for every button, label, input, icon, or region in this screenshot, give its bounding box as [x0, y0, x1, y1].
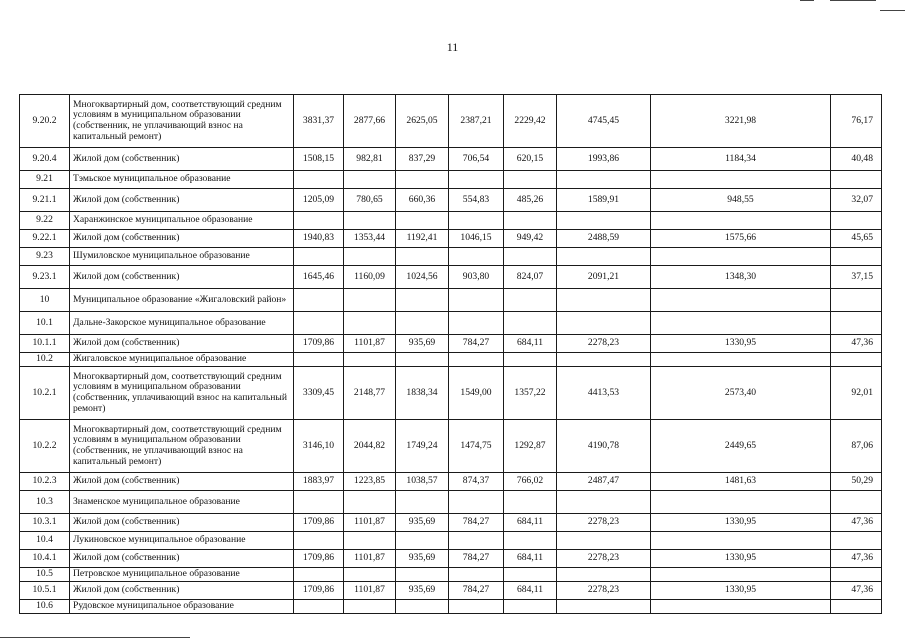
value-cell-1: 1940,83: [294, 230, 344, 248]
value-cell-8: [831, 568, 882, 582]
value-cell-8: [831, 312, 882, 335]
value-cell-6: [557, 289, 651, 312]
row-name: Многоквартирный дом, соответствующий средним условиям в муниципальном образовании (собственник, не уплачивающий взнос на капитальный ремонт): [70, 420, 294, 473]
value-cell-3: 1024,56: [396, 266, 449, 289]
row-name: Многоквартирный дом, соответствующий средним условиям в муниципальном образовании (собственник, уплачивающий взнос на капитальный ремонт): [70, 367, 294, 420]
value-cell-3: [396, 353, 449, 367]
value-cell-7: 1481,63: [651, 473, 831, 491]
value-cell-8: 37,15: [831, 266, 882, 289]
value-cell-4: 784,27: [449, 582, 504, 600]
value-cell-1: [294, 171, 344, 189]
table-row: [20, 568, 882, 582]
value-cell-6: 4413,53: [557, 367, 651, 420]
value-cell-5: 684,11: [504, 514, 557, 532]
value-cell-6: [557, 491, 651, 514]
value-cell-1: [294, 289, 344, 312]
value-cell-7: 1184,34: [651, 148, 831, 171]
value-cell-6: [557, 171, 651, 189]
value-cell-4: 1549,00: [449, 367, 504, 420]
value-cell-4: [449, 532, 504, 550]
value-cell-4: 1046,15: [449, 230, 504, 248]
value-cell-5: 949,42: [504, 230, 557, 248]
table-row: [20, 514, 882, 532]
value-cell-6: 4190,78: [557, 420, 651, 473]
row-code: 9.23: [20, 248, 70, 266]
table-row: [20, 532, 882, 550]
value-cell-2: [344, 212, 396, 230]
value-cell-5: [504, 312, 557, 335]
row-code: 10.2.3: [20, 473, 70, 491]
value-cell-5: [504, 212, 557, 230]
value-cell-2: 780,65: [344, 189, 396, 212]
value-cell-5: 2229,42: [504, 95, 557, 148]
table-row: [20, 289, 882, 312]
value-cell-1: 3309,45: [294, 367, 344, 420]
value-cell-3: 1192,41: [396, 230, 449, 248]
value-cell-2: [344, 312, 396, 335]
row-code: 10.4.1: [20, 550, 70, 568]
row-code: 10.4: [20, 532, 70, 550]
value-cell-8: [831, 353, 882, 367]
value-cell-5: [504, 600, 557, 614]
value-cell-6: [557, 312, 651, 335]
value-cell-8: [831, 491, 882, 514]
row-code: 10.1: [20, 312, 70, 335]
value-cell-1: 3146,10: [294, 420, 344, 473]
scan-mark-bottom-left: [0, 637, 190, 638]
value-cell-1: 1508,15: [294, 148, 344, 171]
value-cell-1: [294, 491, 344, 514]
row-name: Жилой дом (собственник): [70, 514, 294, 532]
value-cell-6: 2487,47: [557, 473, 651, 491]
value-cell-7: [651, 532, 831, 550]
value-cell-8: 87,06: [831, 420, 882, 473]
value-cell-3: 935,69: [396, 335, 449, 353]
value-cell-8: [831, 532, 882, 550]
value-cell-1: [294, 568, 344, 582]
value-cell-7: [651, 353, 831, 367]
row-code: 10.2.2: [20, 420, 70, 473]
row-code: 9.22: [20, 212, 70, 230]
value-cell-3: [396, 212, 449, 230]
value-cell-2: 1101,87: [344, 582, 396, 600]
value-cell-6: 2278,23: [557, 335, 651, 353]
value-cell-5: 485,26: [504, 189, 557, 212]
value-cell-2: [344, 353, 396, 367]
value-cell-3: [396, 568, 449, 582]
value-cell-2: 1101,87: [344, 514, 396, 532]
row-code: 10.2.1: [20, 367, 70, 420]
value-cell-8: [831, 289, 882, 312]
value-cell-8: 32,07: [831, 189, 882, 212]
row-name: Лукиновское муниципальное образование: [70, 532, 294, 550]
row-name: Харанжинское муниципальное образование: [70, 212, 294, 230]
value-cell-6: [557, 600, 651, 614]
table-row: [20, 335, 882, 353]
value-cell-4: [449, 600, 504, 614]
value-cell-1: [294, 353, 344, 367]
row-name: Жигаловское муниципальное образование: [70, 353, 294, 367]
table-row: [20, 230, 882, 248]
value-cell-6: 1589,91: [557, 189, 651, 212]
value-cell-1: 3831,37: [294, 95, 344, 148]
table-row: [20, 148, 882, 171]
value-cell-8: [831, 212, 882, 230]
table-row: [20, 550, 882, 568]
value-cell-6: 1993,86: [557, 148, 651, 171]
value-cell-4: [449, 312, 504, 335]
value-cell-4: [449, 353, 504, 367]
value-cell-3: 935,69: [396, 582, 449, 600]
value-cell-4: 1474,75: [449, 420, 504, 473]
table-row: [20, 353, 882, 367]
value-cell-4: 903,80: [449, 266, 504, 289]
row-code: 10.5.1: [20, 582, 70, 600]
value-cell-6: 2278,23: [557, 550, 651, 568]
value-cell-6: [557, 353, 651, 367]
value-cell-7: 2573,40: [651, 367, 831, 420]
row-code: 9.20.4: [20, 148, 70, 171]
page-number: 11: [446, 40, 459, 54]
value-cell-2: [344, 600, 396, 614]
value-cell-2: 1353,44: [344, 230, 396, 248]
value-cell-3: 935,69: [396, 550, 449, 568]
value-cell-4: [449, 491, 504, 514]
row-code: 10.5: [20, 568, 70, 582]
value-cell-6: [557, 212, 651, 230]
value-cell-5: 766,02: [504, 473, 557, 491]
row-name: Рудовское муниципальное образование: [70, 600, 294, 614]
value-cell-8: [831, 248, 882, 266]
value-cell-1: 1883,97: [294, 473, 344, 491]
value-cell-3: [396, 171, 449, 189]
value-cell-5: [504, 568, 557, 582]
value-cell-2: 982,81: [344, 148, 396, 171]
value-cell-3: 2625,05: [396, 95, 449, 148]
value-cell-7: 2449,65: [651, 420, 831, 473]
table-row: [20, 582, 882, 600]
value-cell-7: 1330,95: [651, 550, 831, 568]
value-cell-4: [449, 212, 504, 230]
value-cell-6: [557, 532, 651, 550]
value-cell-5: [504, 248, 557, 266]
value-cell-6: 4745,45: [557, 95, 651, 148]
value-cell-2: 2044,82: [344, 420, 396, 473]
scan-mark-top-right-2: [830, 0, 876, 1]
value-cell-5: 1357,22: [504, 367, 557, 420]
value-cell-8: [831, 171, 882, 189]
value-cell-3: [396, 289, 449, 312]
value-cell-1: [294, 532, 344, 550]
value-cell-7: [651, 212, 831, 230]
value-cell-1: 1709,86: [294, 582, 344, 600]
table-row: [20, 473, 882, 491]
table-row: [20, 248, 882, 266]
value-cell-3: [396, 600, 449, 614]
value-cell-2: 2877,66: [344, 95, 396, 148]
row-code: 9.21.1: [20, 189, 70, 212]
value-cell-4: 784,27: [449, 335, 504, 353]
value-cell-4: 2387,21: [449, 95, 504, 148]
row-code: 9.22.1: [20, 230, 70, 248]
value-cell-7: 1330,95: [651, 335, 831, 353]
value-cell-1: 1205,09: [294, 189, 344, 212]
value-cell-2: 1223,85: [344, 473, 396, 491]
table-body: [20, 95, 882, 614]
row-code: 9.20.2: [20, 95, 70, 148]
tariff-table: [19, 94, 882, 614]
value-cell-2: [344, 289, 396, 312]
value-cell-4: 784,27: [449, 550, 504, 568]
value-cell-7: [651, 600, 831, 614]
value-cell-2: 1101,87: [344, 335, 396, 353]
value-cell-6: 2091,21: [557, 266, 651, 289]
value-cell-8: 45,65: [831, 230, 882, 248]
value-cell-2: [344, 568, 396, 582]
row-code: 10.3: [20, 491, 70, 514]
value-cell-5: [504, 532, 557, 550]
row-name: Жилой дом (собственник): [70, 230, 294, 248]
value-cell-5: 1292,87: [504, 420, 557, 473]
row-name: Жилой дом (собственник): [70, 335, 294, 353]
table-row: [20, 171, 882, 189]
row-code: 10.2: [20, 353, 70, 367]
table-row: [20, 212, 882, 230]
value-cell-8: 76,17: [831, 95, 882, 148]
value-cell-7: 1348,30: [651, 266, 831, 289]
value-cell-1: 1709,86: [294, 550, 344, 568]
value-cell-1: [294, 248, 344, 266]
value-cell-2: [344, 171, 396, 189]
value-cell-3: 660,36: [396, 189, 449, 212]
row-name: Жилой дом (собственник): [70, 582, 294, 600]
value-cell-4: [449, 171, 504, 189]
row-name: Жилой дом (собственник): [70, 550, 294, 568]
row-name: Тэмьское муниципальное образование: [70, 171, 294, 189]
row-name: Дальне-Закорское муниципальное образование: [70, 312, 294, 335]
value-cell-6: [557, 568, 651, 582]
value-cell-5: 684,11: [504, 582, 557, 600]
value-cell-3: [396, 532, 449, 550]
row-code: 9.21: [20, 171, 70, 189]
value-cell-6: [557, 248, 651, 266]
row-name: Петровское муниципальное образование: [70, 568, 294, 582]
value-cell-7: [651, 289, 831, 312]
row-name: Жилой дом (собственник): [70, 148, 294, 171]
value-cell-7: 948,55: [651, 189, 831, 212]
value-cell-7: [651, 312, 831, 335]
table-row: [20, 600, 882, 614]
value-cell-2: [344, 532, 396, 550]
value-cell-8: 40,48: [831, 148, 882, 171]
value-cell-1: [294, 600, 344, 614]
value-cell-8: 47,36: [831, 514, 882, 532]
value-cell-5: 824,07: [504, 266, 557, 289]
value-cell-7: [651, 568, 831, 582]
value-cell-7: 3221,98: [651, 95, 831, 148]
value-cell-3: [396, 491, 449, 514]
table-row: [20, 367, 882, 420]
value-cell-7: 1330,95: [651, 582, 831, 600]
value-cell-5: [504, 171, 557, 189]
row-name: Муниципальное образование «Жигаловский район»: [70, 289, 294, 312]
value-cell-6: 2488,59: [557, 230, 651, 248]
value-cell-7: [651, 248, 831, 266]
value-cell-1: 1709,86: [294, 514, 344, 532]
value-cell-2: [344, 491, 396, 514]
table-row: [20, 312, 882, 335]
value-cell-5: [504, 491, 557, 514]
value-cell-4: 554,83: [449, 189, 504, 212]
table-row: [20, 95, 882, 148]
value-cell-5: [504, 353, 557, 367]
row-code: 10.1.1: [20, 335, 70, 353]
value-cell-7: [651, 171, 831, 189]
row-name: Шумиловское муниципальное образование: [70, 248, 294, 266]
scan-mark-top-right-3: [880, 10, 905, 11]
value-cell-6: 2278,23: [557, 514, 651, 532]
value-cell-3: [396, 248, 449, 266]
value-cell-5: 684,11: [504, 335, 557, 353]
row-name: Знаменское муниципальное образование: [70, 491, 294, 514]
value-cell-3: 1749,24: [396, 420, 449, 473]
value-cell-4: [449, 289, 504, 312]
row-code: 10.6: [20, 600, 70, 614]
row-name: Многоквартирный дом, соответствующий средним условиям в муниципальном образовании (собственник, не уплачивающий взнос на капитальный ремонт): [70, 95, 294, 148]
value-cell-3: [396, 312, 449, 335]
value-cell-2: 1160,09: [344, 266, 396, 289]
table-row: [20, 189, 882, 212]
value-cell-4: 784,27: [449, 514, 504, 532]
table-row: [20, 420, 882, 473]
value-cell-1: [294, 212, 344, 230]
value-cell-1: 1709,86: [294, 335, 344, 353]
row-code: 9.23.1: [20, 266, 70, 289]
row-name: Жилой дом (собственник): [70, 473, 294, 491]
value-cell-8: [831, 600, 882, 614]
value-cell-5: [504, 289, 557, 312]
value-cell-8: 50,29: [831, 473, 882, 491]
table-row: [20, 266, 882, 289]
value-cell-4: 706,54: [449, 148, 504, 171]
table-row: [20, 491, 882, 514]
value-cell-3: 935,69: [396, 514, 449, 532]
value-cell-4: [449, 568, 504, 582]
value-cell-4: 874,37: [449, 473, 504, 491]
value-cell-7: 1575,66: [651, 230, 831, 248]
value-cell-2: [344, 248, 396, 266]
value-cell-7: 1330,95: [651, 514, 831, 532]
value-cell-8: 47,36: [831, 550, 882, 568]
value-cell-5: 684,11: [504, 550, 557, 568]
row-name: Жилой дом (собственник): [70, 189, 294, 212]
value-cell-8: 47,36: [831, 335, 882, 353]
value-cell-8: 92,01: [831, 367, 882, 420]
value-cell-2: 1101,87: [344, 550, 396, 568]
value-cell-3: 837,29: [396, 148, 449, 171]
row-name: Жилой дом (собственник): [70, 266, 294, 289]
value-cell-2: 2148,77: [344, 367, 396, 420]
value-cell-3: 1038,57: [396, 473, 449, 491]
value-cell-3: 1838,34: [396, 367, 449, 420]
scan-mark-top-right-1: [800, 0, 814, 1]
value-cell-1: [294, 312, 344, 335]
value-cell-4: [449, 248, 504, 266]
value-cell-6: 2278,23: [557, 582, 651, 600]
row-code: 10: [20, 289, 70, 312]
value-cell-5: 620,15: [504, 148, 557, 171]
value-cell-1: 1645,46: [294, 266, 344, 289]
row-code: 10.3.1: [20, 514, 70, 532]
value-cell-7: [651, 491, 831, 514]
value-cell-8: 47,36: [831, 582, 882, 600]
